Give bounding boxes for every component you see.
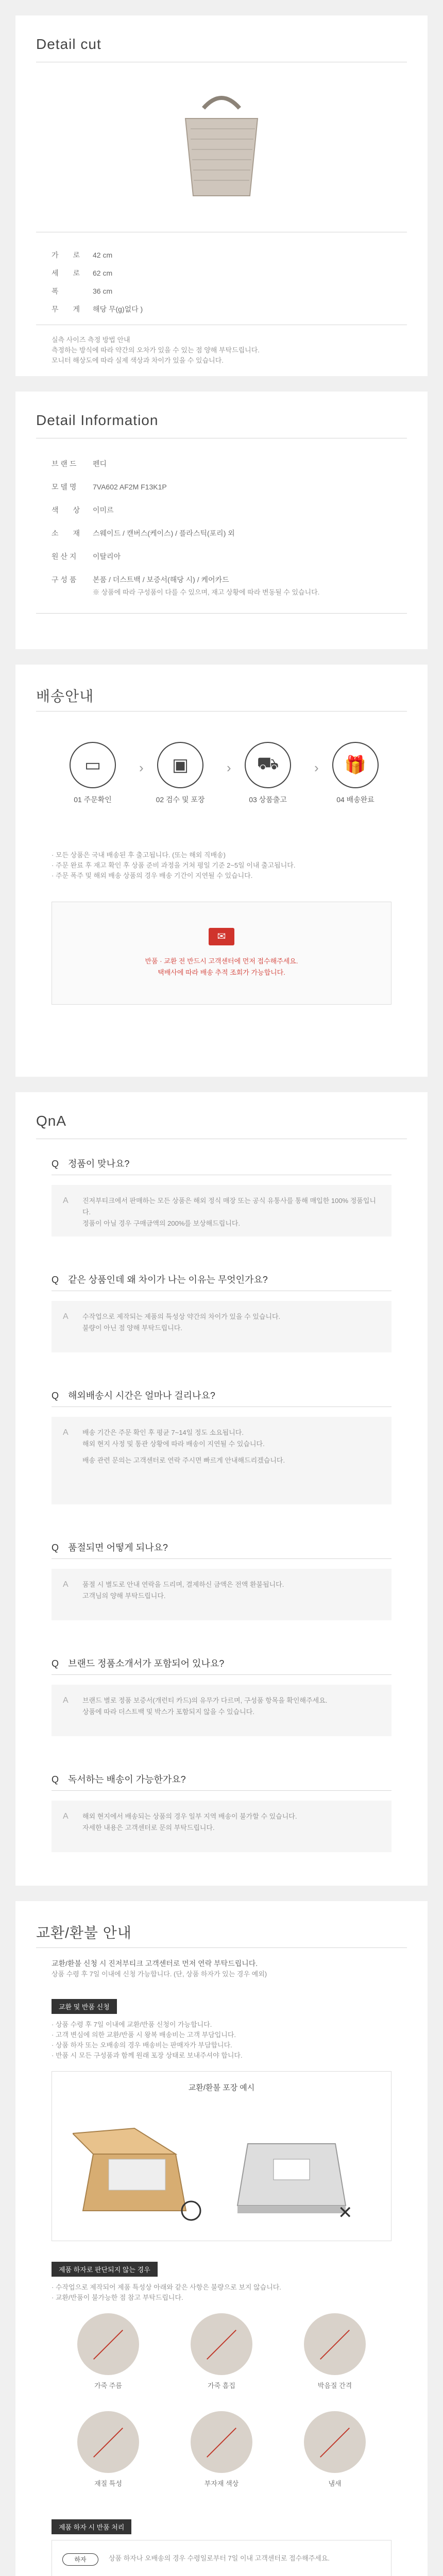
delivery-panel — [15, 665, 428, 1077]
delivery-alert-text: 반품 · 교환 전 반드시 고객센터에 먼저 접수해주세요. 택배사에 따라 배송 추적 조회가 가능합니다. — [145, 957, 298, 976]
qna-answer-2: A 수작업으로 제작되는 제품의 특성상 약간의 차이가 있을 수 있습니다. 불량이 아닌 점 양해 부탁드립니다. — [52, 1301, 391, 1352]
delivery-step-4: 🎁 04 배송완료 — [325, 742, 386, 805]
exchange-tag-request: 교환 및 반품 신청 — [52, 1999, 117, 2014]
info-brand: 브 랜 드 펜디 — [52, 460, 107, 468]
delivery-notes: · 모든 상품은 국내 배송된 후 출고됩니다. (또는 해외 직배송) · 주문 완료 후 재고 확인 후 상품 준비 과정을 거쳐 평일 기준 2~5일 이내 출고됩니다. · 주문 폭주 및 해외 배송 상품의 경우 배송 기간이 지연될 수 있습니다. — [52, 851, 296, 879]
divider — [52, 1790, 391, 1791]
badge-defect: 하자 — [62, 2553, 98, 2566]
spec-depth: 폭 36 cm — [52, 287, 113, 295]
taped-box-illustration — [227, 2108, 361, 2221]
detail-info-panel — [15, 392, 428, 649]
monitor-icon: ▭ — [70, 742, 116, 788]
delivery-alert-box — [52, 902, 391, 1005]
spec-width: 가 로 42 cm — [52, 251, 113, 259]
info-components: 구 성 품 본품 / 더스트백 / 보증서(해당 시) / 케어카드 — [52, 575, 229, 584]
defect-policy-box: 하자 상품 하자나 오배송의 경우 수령일로부터 7일 이내 고객센터로 접수해주세요. — [52, 2540, 391, 2576]
exchange-request-list: · 상품 수령 후 7일 이내에 교환/반품 신청이 가능합니다. · 고객 변심에 의한 교환/반품 시 왕복 배송비는 고객 부담입니다. · 상품 하자 또는 오배송의 경우 배송비는 판매자가 부담합니다. · 반품 시 모든 구성품과 함께 원래 포장 상태로 보내주셔야 합니다. — [52, 2021, 243, 2059]
non-defect-note: · 수작업으로 제작되어 제품 특성상 아래와 같은 사항은 불량으로 보지 않습니다. · 교환/반품이 불가능한 점 참고 부탁드립니다. — [52, 2283, 281, 2301]
packing-caption: 교환/환불 포장 예시 — [188, 2083, 255, 2092]
truck-alert-icon: ✉ — [209, 928, 234, 945]
qna-question-3[interactable]: Q 해외배송시 시간은 얼마나 걸리나요? — [52, 1391, 215, 1401]
info-model: 모 델 명 7VA602 AF2M F13K1P — [52, 483, 167, 491]
packing-example-box — [52, 2071, 391, 2241]
divider — [52, 1674, 391, 1675]
qna-answer-6: A 해외 현지에서 배송되는 상품의 경우 일부 지역 배송이 불가할 수 있습니다. 자세한 내용은 고객센터로 문의 부탁드립니다. — [52, 1801, 391, 1852]
qna-answer-3: A 배송 기간은 주문 확인 후 평균 7~14일 정도 소요됩니다. 해외 현지 사정 및 통관 상황에 따라 배송이 지연될 수 있습니다. 배송 관련 문의는 고객센터로 연락 주시면 빠르게 안내해드리겠습니다. — [52, 1417, 391, 1504]
info-origin: 원 산 지 이탈리아 — [52, 552, 121, 561]
qna-title: QnA — [36, 1113, 67, 1129]
measure-notes: 실측 사이즈 측정 방법 안내 측정하는 방식에 따라 약간의 오차가 있을 수 있는 점 양해 부탁드립니다. 모니터 해상도에 따라 실제 색상과 차이가 있을 수 있습니다. — [52, 336, 260, 364]
qna-question-2[interactable]: Q 같은 상품인데 왜 차이가 나는 이유는 무엇인가요? — [52, 1275, 268, 1285]
delivery-title: 배송안내 — [36, 688, 94, 704]
delivery-step-2: ▣ 02 검수 및 포장 — [149, 742, 211, 805]
gift-icon: 🎁 — [332, 742, 379, 788]
qna-question-4[interactable]: Q 품절되면 어떻게 되나요? — [52, 1543, 168, 1553]
defect-example-2: 가죽 흠집 — [191, 2313, 252, 2390]
box-icon: ▣ — [157, 742, 203, 788]
qna-question-6[interactable]: Q 독서하는 배송이 가능한가요? — [52, 1774, 186, 1785]
delivery-step-3: ⛟ 03 상품출고 — [237, 742, 299, 805]
info-note: ※ 상품에 따라 구성품이 다를 수 있으며, 재고 상황에 따라 변동될 수 있습니다. — [93, 588, 320, 596]
divider — [52, 1406, 391, 1407]
defect-example-1: 가죽 주름 — [77, 2313, 139, 2390]
defect-example-4: 재질 특성 — [77, 2411, 139, 2488]
svg-text:✕: ✕ — [338, 2203, 353, 2221]
detail-info-title: Detail Information — [36, 412, 159, 428]
exchange-panel — [15, 1901, 428, 2576]
spec-height: 세 로 62 cm — [52, 269, 113, 277]
detail-cut-panel — [15, 15, 428, 376]
qna-question-5[interactable]: Q 브랜드 정품소개서가 포함되어 있나요? — [52, 1658, 225, 1669]
divider — [52, 1558, 391, 1559]
info-material: 소 재 스웨이드 / 캔버스(케이스) / 플라스틱(포리) 외 — [52, 529, 235, 537]
exchange-tag-non-defect: 제품 하자로 판단되지 않는 경우 — [52, 2262, 158, 2277]
defect-example-6: 냄새 — [304, 2411, 366, 2488]
product-bag-image — [165, 88, 278, 201]
qna-panel — [15, 1092, 428, 1886]
exchange-tag-defect: 제품 하자 시 반품 처리 — [52, 2519, 131, 2534]
defect-example-3: 박음질 간격 — [304, 2313, 366, 2390]
detail-cut-title: Detail cut — [36, 36, 101, 52]
qna-answer-5: A 브랜드 별로 정품 보증서(개런티 카드)의 유무가 다르며, 구성품 항목을 확인해주세요. 상품에 따라 더스트백 및 박스가 포함되지 않을 수 있습니다. — [52, 1685, 391, 1736]
spec-weight: 무 게 해당 무(g)없다 ) — [52, 305, 143, 313]
truck-icon: ⛟ — [245, 742, 291, 788]
qna-answer-1: A 진저부티크에서 판매하는 모든 상품은 해외 정식 매장 또는 공식 유통사를 통해 매입한 100% 정품입니다. 정품이 아닐 경우 구매금액의 200%를 보상해드립니다. — [52, 1185, 391, 1236]
divider — [36, 1947, 407, 1948]
info-color: 색 상 이미르 — [52, 506, 114, 514]
arrow-icon: › — [227, 760, 231, 775]
qna-answer-4: A 품절 시 별도로 안내 연락을 드리며, 결제하신 금액은 전액 환불됩니다. 고객님의 양해 부탁드립니다. — [52, 1569, 391, 1620]
divider — [36, 613, 407, 614]
delivery-step-1: ▭ 01 주문확인 — [62, 742, 124, 805]
arrow-icon: › — [314, 760, 319, 775]
arrow-icon: › — [139, 760, 144, 775]
qna-question-1[interactable]: Q 정품이 맞나요? — [52, 1159, 130, 1169]
defect-example-5: 부자재 색상 — [191, 2411, 252, 2488]
open-box-illustration — [73, 2108, 207, 2221]
exchange-title: 교환/환불 안내 — [36, 1925, 132, 1941]
exchange-intro: 교환/환불 신청 시 진저부티크 고객센터로 먼저 연락 부탁드립니다. 상품 수령 후 7일 이내에 신청 가능합니다. (단, 상품 하자가 있는 경우 예외) — [52, 1959, 267, 1978]
